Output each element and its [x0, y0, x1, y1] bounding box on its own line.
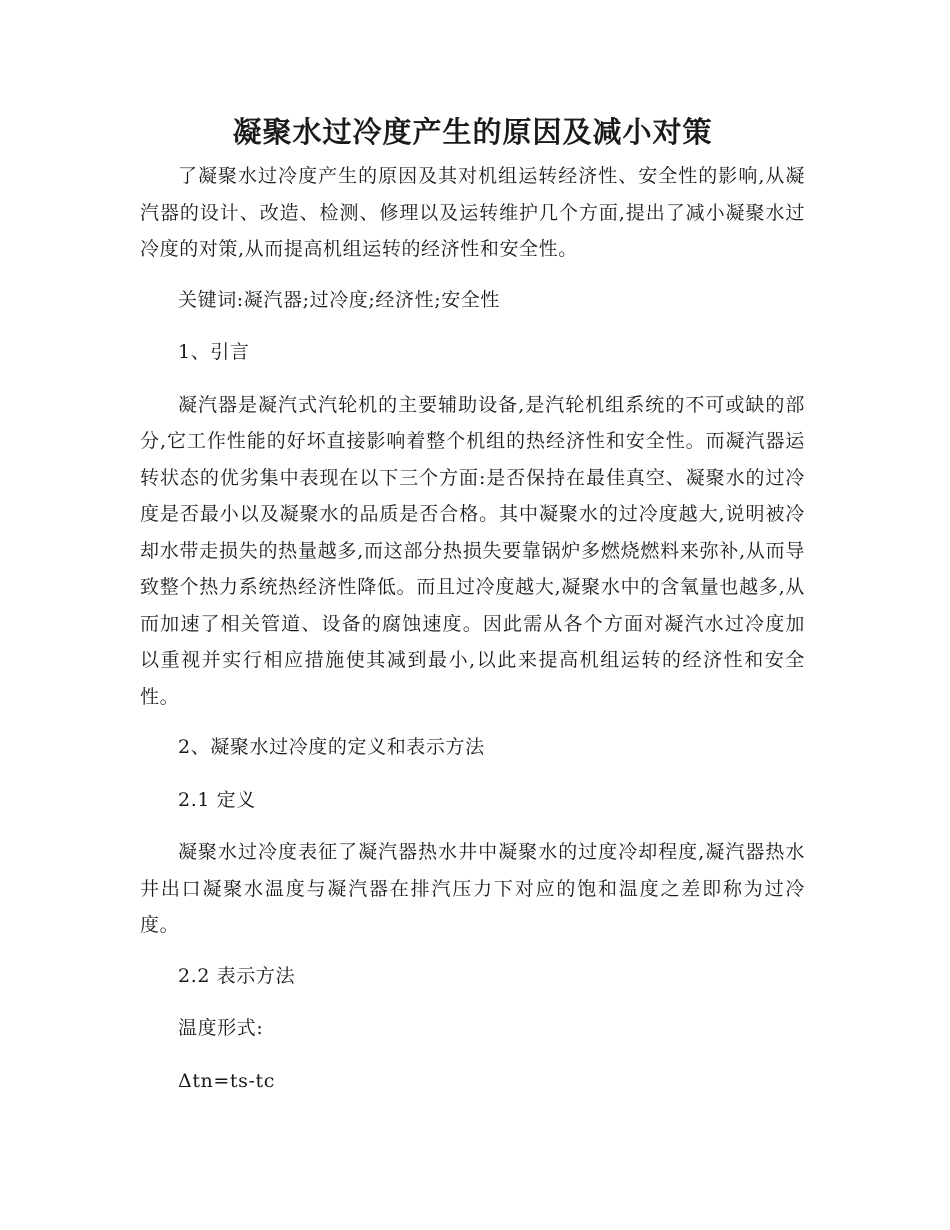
- section-2-1-heading: 2.1 定义: [178, 788, 256, 811]
- section-1-paragraph: 凝汽器是凝汽式汽轮机的主要辅助设备,是汽轮机组系统的不可或缺的部分,它工作性能的好坏直接影响着整个机组的热经济性和安全性。而凝汽器运转状态的优劣集中表现在以下三个方面:是否保持在最佳真空、凝聚水的过冷度是否最小以及凝聚水的品质是否合格。其中凝聚水的过冷度越大,说明被冷却水带走损失的热量越多,而这部分热损失要靠锅炉多燃烧燃料来弥补,从而导致整个热力系统热经济性降低。而且过冷度越大,凝聚水中的含氧量也越多,从而加速了相关管道、设备的腐蚀速度。因此需从各个方面对凝汽水过冷度加以重视并实行相应措施使其减到最小,以此来提高机组运转的经济性和安全性。: [140, 393, 805, 708]
- section-1-heading: 1、引言: [178, 341, 250, 363]
- abstract-paragraph: 了凝聚水过冷度产生的原因及其对机组运转经济性、安全性的影响,从凝汽器的设计、改造、检测、修理以及运转维护几个方面,提出了减小凝聚水过冷度的对策,从而提高机组运转的经济性和安全性。: [140, 165, 805, 260]
- section-2-1-paragraph: 凝聚水过冷度表征了凝汽器热水井中凝聚水的过度冷却程度,凝汽器热水井出口凝聚水温度与凝汽器在排汽压力下对应的饱和温度之差即称为过冷度。: [140, 841, 805, 936]
- temperature-form-label: 温度形式:: [178, 1017, 264, 1039]
- keywords-line: 关键词:凝汽器;过冷度;经济性;安全性: [178, 288, 501, 311]
- section-2-2-heading: 2.2 表示方法: [178, 964, 296, 987]
- subcooling-formula: Δtn=ts-tc: [178, 1069, 275, 1092]
- document-title: 凝聚水过冷度产生的原因及减小对策: [232, 115, 713, 149]
- document-page: [140, 108, 805, 1115]
- section-2-heading: 2、凝聚水过冷度的定义和表示方法: [178, 736, 485, 758]
